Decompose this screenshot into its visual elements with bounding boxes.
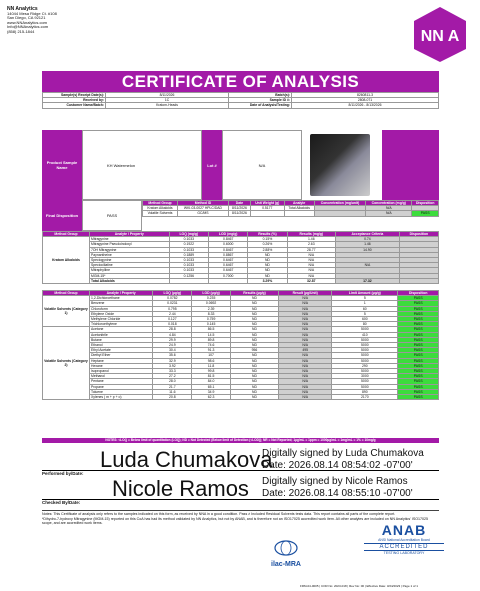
sig2-digital — [262, 476, 413, 500]
res-cell: ND — [230, 317, 278, 322]
final-cell: 8/11/2026 — [228, 211, 250, 216]
alk-header: LOD (mg/g) — [209, 232, 248, 237]
signature-2: Nicole Ramos — [112, 476, 249, 501]
ilac-globe-icon — [273, 540, 299, 556]
customer-label: Customer Name/Batch: — [43, 103, 106, 108]
alk-cell: 0.6000 — [209, 242, 248, 247]
res-cell: Diethyl Ether — [90, 353, 153, 358]
res-cell: N/A — [279, 358, 332, 363]
alk-cell: 0.1889 — [169, 252, 209, 257]
solvent-table — [42, 290, 439, 400]
date-value: 8/11/2026 - 8/13/2026 — [292, 103, 439, 108]
res-cell: PASS — [398, 306, 439, 311]
alk-cell: 32.87 — [287, 278, 336, 283]
res-cell: 91.3 — [192, 348, 231, 353]
res-cell: 62.3 — [192, 395, 231, 400]
alk-cell: 17.32 — [336, 278, 400, 283]
alk-cell: 0.1256 — [169, 273, 209, 278]
res-cell: PASS — [398, 317, 439, 322]
ilac-text: ilac-MRA — [271, 561, 301, 568]
alk-cell: 0.6467 — [209, 258, 248, 263]
res-cell: 4.84 — [153, 332, 192, 337]
res-cell: 5000 — [332, 384, 398, 389]
final-cell: GC/MS — [178, 211, 229, 216]
alk-cell: Paynantheine — [90, 252, 170, 257]
res-cell: Methylene Chloride — [90, 317, 153, 322]
signature-1: Luda Chumakova — [100, 447, 273, 472]
res-cell: 99.8 — [192, 369, 231, 374]
sig1-digital-text: Digitally signed by Luda Chumakova — [262, 448, 424, 459]
final-header: Unit Weight (g) — [251, 201, 285, 206]
page-title: CERTIFICATE OF ANALYSIS — [42, 71, 439, 92]
res-header: LOQ (µg/g) — [153, 291, 192, 296]
final-cell: N/A — [366, 211, 412, 216]
res-cell: ND — [230, 369, 278, 374]
res-cell: Propane — [90, 384, 153, 389]
res-cell: PASS — [398, 379, 439, 384]
final-value: PASS — [82, 200, 142, 231]
lab-name: NN Analytics — [7, 6, 38, 12]
final-cell: Kratom Alkaloids — [143, 206, 178, 211]
res-cell: ND — [230, 358, 278, 363]
lab-phone: (858) 215-1844 — [7, 28, 35, 34]
res-cell: 1 — [332, 301, 398, 306]
alk-cell — [209, 278, 248, 283]
res-cell: 0.795 — [153, 306, 192, 311]
res-cell: 0.759 — [192, 317, 231, 322]
res-cell: 5 — [332, 311, 398, 316]
lab-email: Info@NNAnalytics.com — [7, 24, 49, 30]
alk-cell: 0.1033 — [169, 247, 209, 252]
res-cell: PASS — [398, 389, 439, 394]
final-header: Method Group — [143, 201, 178, 206]
lab-address2: San Diego, CA 92121 — [7, 15, 46, 21]
res-cell: PASS — [398, 337, 439, 342]
alk-cell: N/A — [287, 268, 336, 273]
res-header: Method Group — [43, 291, 90, 296]
final-cell — [251, 211, 285, 216]
res-header: LOD (µg/g) — [192, 291, 231, 296]
res-cell: 86.5 — [192, 327, 231, 332]
res-cell: 21.7 — [153, 384, 192, 389]
res-cell: 14.5 — [192, 332, 231, 337]
note-1: Notes: This Certificate of analysis only refers to the samples indicated on this form, as received by NNA in a good condition. Pass ≠ Included Residual Solvents tests data. This report contains all parts of the complete report. — [42, 512, 396, 516]
res-cell: 11.8 — [192, 363, 231, 368]
alk-header: Method Group — [43, 232, 90, 237]
footer: FRM-04-0005 | COR No: 2023-018 | Rev No: 00 | Effective Date: 3/24/2023 | Page 1 of 1 — [300, 584, 418, 588]
res-cell: PASS — [398, 363, 439, 368]
res-cell: PASS — [398, 322, 439, 327]
res-cell: PASS — [398, 369, 439, 374]
res-cell: N/A — [279, 379, 332, 384]
alk-cell: 7OH Mitragynine — [90, 247, 170, 252]
res-cell: 60 — [332, 306, 398, 311]
alk-cell: 3.29% — [248, 278, 287, 283]
res-cell: N/A — [279, 384, 332, 389]
res-cell: PASS — [398, 301, 439, 306]
res-cell: ND — [230, 343, 278, 348]
res-header: Disposition — [398, 291, 439, 296]
res-cell: N/A — [279, 374, 332, 379]
res-cell: 495 — [279, 348, 332, 353]
alk-header: Results (%) — [248, 232, 287, 237]
final-cell — [284, 211, 314, 216]
res-cell: 5000 — [332, 379, 398, 384]
batch-value: 8260811-3 — [292, 93, 439, 98]
alk-cell: 0.74 — [336, 237, 400, 242]
lab-web: www.NNAnalytics.com — [7, 19, 48, 25]
res-cell: N/A — [279, 389, 332, 394]
alk-row — [43, 278, 439, 283]
alk-cell: 0.1033 — [169, 263, 209, 268]
res-cell: N/A — [279, 395, 332, 400]
res-cell: ND — [230, 389, 278, 394]
res-cell: Benzene — [90, 301, 153, 306]
res-cell: PASS — [398, 327, 439, 332]
res-cell: Ethylene Oxide — [90, 311, 153, 316]
res-cell: 5000 — [332, 327, 398, 332]
res-cell: N/A — [279, 296, 332, 301]
lab-address1: 14044 Mesa Ridge Ct. #108 — [7, 10, 57, 16]
res-cell: ND — [230, 395, 278, 400]
alk-cell: N/A — [287, 252, 336, 257]
res-cell: 81.5 — [192, 374, 231, 379]
received-label: Received by: — [43, 98, 106, 103]
res-cell: 2.44 — [153, 311, 192, 316]
res-cell: 5000 — [332, 343, 398, 348]
alk-cell: 1.46 — [287, 237, 336, 242]
alk-cell: 0.8467 — [209, 237, 248, 242]
res-cell: Toluene — [90, 389, 153, 394]
alk-cell: Mitragynine Pseudoindoxyl — [90, 242, 170, 247]
res-cell: N/A — [279, 322, 332, 327]
res-cell: 5000 — [332, 353, 398, 358]
res-cell: 74.6 — [192, 343, 231, 348]
res-cell: 27.2 — [153, 374, 192, 379]
res-cell: 32.9 — [153, 358, 192, 363]
res-cell: 33.3 — [153, 369, 192, 374]
alk-cell: Total Alkaloids — [90, 278, 170, 283]
res-cell: 0.0782 — [153, 296, 192, 301]
res-cell: PASS — [398, 384, 439, 389]
res-cell: Ethyl Acetate — [90, 348, 153, 353]
res-cell: ND — [230, 379, 278, 384]
res-cell: ND — [230, 384, 278, 389]
res-cell: ND — [230, 374, 278, 379]
anab-title: ANAB — [381, 522, 427, 538]
res-cell: Acetonitrile — [90, 332, 153, 337]
res-cell: PASS — [398, 296, 439, 301]
sig1-line — [42, 470, 439, 471]
alk-cell: 0.26% — [248, 242, 287, 247]
alkaloid-table — [42, 231, 439, 284]
final-header: Method ID — [178, 201, 229, 206]
res-cell: PASS — [398, 353, 439, 358]
res-cell: 65.1 — [192, 384, 231, 389]
alk-header: Disposition — [399, 232, 438, 237]
alk-cell: N/A — [287, 263, 336, 268]
sampleid-value: 2808-071 — [292, 98, 439, 103]
res-cell: 0.018 — [153, 322, 192, 327]
anab-accredited: ACCREDITED — [364, 543, 444, 551]
lab-header — [7, 7, 57, 35]
logo-text: NN A — [420, 28, 460, 45]
res-header: Analyte / Property — [90, 291, 153, 296]
info-table — [42, 92, 439, 109]
res-cell: 1,2-Dichloroethane — [90, 296, 153, 301]
alk-header: Results (mg/g) — [287, 232, 336, 237]
res-cell: 2.39 — [192, 306, 231, 311]
res-cell: ND — [230, 296, 278, 301]
alk-cell: 0.8467 — [209, 247, 248, 252]
alk-header: LOQ (mg/g) — [169, 232, 209, 237]
final-cell: PASS — [412, 211, 439, 216]
res-cell: 0.127 — [153, 317, 192, 322]
res-cell: 24.9 — [153, 343, 192, 348]
final-header: Concentration (mg/g) — [366, 201, 412, 206]
alk-cell: 0.8867 — [209, 252, 248, 257]
res-cell: 8.33 — [192, 311, 231, 316]
res-cell: 98.6 — [192, 358, 231, 363]
alk-cell: ND — [248, 263, 287, 268]
res-cell: 290 — [332, 363, 398, 368]
alk-cell — [169, 278, 209, 283]
res-cell: 5000 — [332, 348, 398, 353]
alk-cell: N/A — [287, 258, 336, 263]
date-label: Date of Analysis/Testing: — [229, 103, 292, 108]
res-cell: PASS — [398, 358, 439, 363]
res-cell: 5 — [332, 296, 398, 301]
res-cell: PASS — [398, 348, 439, 353]
res-cell: 0.0692 — [192, 301, 231, 306]
res-cell: Chloroform — [90, 306, 153, 311]
res-cell: 28.8 — [153, 327, 192, 332]
alk-cell: ND — [248, 252, 287, 257]
sig2-line — [42, 499, 439, 500]
product-photo — [310, 134, 370, 196]
final-label: Final Disposition — [42, 200, 82, 231]
res-row — [43, 395, 439, 400]
res-cell: Acetone — [90, 327, 153, 332]
final-cell: Total Alkaloids — [284, 206, 314, 211]
alk-cell: 2.88% — [248, 247, 287, 252]
res-category: Volatile Solvents (Category 2) — [43, 327, 90, 400]
alk-cell: 0.6467 — [209, 263, 248, 268]
res-cell: Trichloroethylene — [90, 322, 153, 327]
sig2-role: Checked By/Date: — [42, 500, 81, 505]
res-cell: ND — [230, 311, 278, 316]
res-cell: Xylenes ( m + p + o) — [90, 395, 153, 400]
res-cell: PASS — [398, 311, 439, 316]
notes-bar: NOTES: <LOQ = Below limit of quantitation (LOQ); ND = Not Detected (Below limit of Detection (<LOD)); NR = Not Reported; 1µg/mL = 1ppm = 1000µg/mL = 1mg/mL = 1% = 10mg/g — [42, 438, 439, 443]
res-cell: N/A — [279, 301, 332, 306]
res-cell: 0.0231 — [153, 301, 192, 306]
res-cell: 2170 — [332, 395, 398, 400]
res-cell: 0.235 — [192, 296, 231, 301]
res-cell: PASS — [398, 374, 439, 379]
final-cell: 0.5177 — [251, 206, 285, 211]
anab-sub: ANSI National Accreditation Board — [378, 538, 430, 542]
res-cell: 34.9 — [192, 389, 231, 394]
sample-section — [42, 130, 439, 200]
res-cell: N/A — [279, 332, 332, 337]
final-header: Concentration (mg/unit) — [314, 201, 365, 206]
alk-cell: ND — [248, 258, 287, 263]
res-cell: 20.8 — [153, 395, 192, 400]
alk-cell: Speciogynine — [90, 258, 170, 263]
res-cell: ND — [230, 332, 278, 337]
anab-lab: TESTING LABORATORY — [383, 551, 425, 555]
res-cell: 956 — [230, 348, 278, 353]
final-row — [143, 211, 439, 216]
customer-value: Kratom-Heads — [106, 103, 229, 108]
alk-cell: 0.1033 — [169, 268, 209, 273]
res-header: Limit Amount (µg/g) — [332, 291, 398, 296]
alk-cell: 0.1033 — [169, 237, 209, 242]
anab-logo — [364, 522, 444, 555]
res-cell: N/A — [279, 317, 332, 322]
alk-cell: 0.1033 — [169, 258, 209, 263]
res-cell: 410 — [332, 332, 398, 337]
res-cell: 80 — [332, 322, 398, 327]
final-cell: Volatile Solvents — [143, 211, 178, 216]
sig1-role: Performed by/Date: — [42, 471, 84, 476]
alk-cell: 0.6467 — [209, 268, 248, 273]
sample-side-bar — [382, 130, 439, 200]
sampleid-label: Sample ID #: — [229, 98, 292, 103]
res-cell: 0.145 — [192, 322, 231, 327]
alk-group: Kratom Alkaloids — [43, 237, 90, 284]
res-cell: 89.8 — [192, 337, 231, 342]
res-cell: PASS — [398, 332, 439, 337]
res-cell: 890 — [332, 389, 398, 394]
alk-cell: 0.7000 — [209, 273, 248, 278]
lot-value: N/A — [222, 130, 302, 200]
res-cell: PASS — [398, 343, 439, 348]
res-cell: N/A — [279, 369, 332, 374]
res-cell: 30.4 — [153, 348, 192, 353]
res-cell: N/A — [279, 306, 332, 311]
res-cell: 5000 — [332, 337, 398, 342]
res-cell: Ethanol — [90, 343, 153, 348]
res-header: Results (µg/g) — [230, 291, 278, 296]
alk-cell: Mitragynine — [90, 237, 170, 242]
receipt-value: 8/11/2026 — [106, 93, 229, 98]
res-cell: ND — [230, 353, 278, 358]
receipt-label: Sample(s) Receipt Date(s): — [43, 93, 106, 98]
sample-name: KH Watermelon — [82, 130, 202, 200]
res-cell: N/A — [279, 363, 332, 368]
res-cell: Butane — [90, 337, 153, 342]
sample-label: Product Sample Name — [42, 130, 82, 200]
alk-cell: 14.90 — [336, 247, 400, 252]
final-cell: N/A — [366, 206, 412, 211]
alk-cell: ND — [248, 273, 287, 278]
res-cell: Isopropanol — [90, 369, 153, 374]
alk-cell: 28.77 — [287, 247, 336, 252]
res-cell: ND — [230, 306, 278, 311]
alk-cell: Mitraphylline — [90, 268, 170, 273]
received-value: 1C — [106, 98, 229, 103]
res-cell: 3000 — [332, 374, 398, 379]
res-header: Result (µg/Unit) — [279, 291, 332, 296]
sig2-digital-text: Digitally signed by Nicole Ramos — [262, 476, 408, 487]
res-cell: ND — [230, 322, 278, 327]
res-cell: 5000 — [332, 369, 398, 374]
res-cell: 3.92 — [153, 363, 192, 368]
final-header: Analyte — [284, 201, 314, 206]
res-cell: N/A — [279, 327, 332, 332]
res-cell: 107 — [192, 353, 231, 358]
final-cell: 8/11/2026 — [228, 206, 250, 211]
sig2-date: Date: 2026.08.14 08:55:10 -07'00' — [262, 488, 413, 499]
res-cell: Hexane — [90, 363, 153, 368]
res-cell: ND — [230, 301, 278, 306]
res-cell: 11.6 — [153, 389, 192, 394]
res-cell: Methanol — [90, 374, 153, 379]
res-cell: ND — [230, 327, 278, 332]
res-cell: 5000 — [332, 358, 398, 363]
alk-cell: N/A — [336, 263, 400, 268]
res-cell: ND — [230, 337, 278, 342]
alk-cell: Speciociliatine — [90, 263, 170, 268]
res-category: Volatile Solvents (Category 1) — [43, 296, 90, 327]
alk-header: Analyte / Property — [90, 232, 170, 237]
lot-label: Lot # — [202, 130, 222, 200]
res-cell: 29.9 — [153, 337, 192, 342]
final-table — [142, 200, 439, 217]
res-cell: ND — [230, 363, 278, 368]
res-cell: Heptane — [90, 358, 153, 363]
alk-cell: 2.63 — [287, 242, 336, 247]
sig1-digital — [262, 448, 424, 472]
alk-cell: ND — [248, 268, 287, 273]
res-cell: PASS — [398, 395, 439, 400]
res-cell: N/A — [279, 353, 332, 358]
ilac-logo — [266, 540, 306, 568]
note-2: *Dihydro-7-hydroxy Mitragynine (MGM-15) reported on this CoA has had its method validated by NN Analytics, but not by ANAB, and is therefore not an ISO17025 accredited work item. All other analytes are included on NN Analytics' ISO17025 scope, and are accredited work items. — [42, 516, 429, 526]
final-header: Date — [228, 201, 250, 206]
final-header: Disposition — [412, 201, 439, 206]
res-cell: 35.6 — [153, 353, 192, 358]
res-cell: N/A — [279, 337, 332, 342]
alk-cell: MGM-15* — [90, 273, 170, 278]
batch-label: Batch(s): — [229, 93, 292, 98]
res-cell: Pentane — [90, 379, 153, 384]
alk-cell: 0.15% — [248, 237, 287, 242]
final-cell — [314, 211, 365, 216]
res-cell: 28.0 — [153, 379, 192, 384]
alk-header: Acceptance Criteria — [336, 232, 400, 237]
alk-cell: 0.1922 — [169, 242, 209, 247]
res-cell: 84.0 — [192, 379, 231, 384]
res-cell: 600 — [332, 317, 398, 322]
res-cell: N/A — [279, 343, 332, 348]
alk-cell: N/A — [287, 273, 336, 278]
alk-cell — [399, 278, 438, 283]
sig1-date: Date: 2026.08.14 08:54:02 -07'00' — [262, 460, 413, 471]
final-cell: WKI-03-0027 HPLC/DAD — [178, 206, 229, 211]
res-cell: N/A — [279, 311, 332, 316]
alk-cell: 1.46 — [336, 242, 400, 247]
nn-analytics-logo — [410, 5, 470, 63]
